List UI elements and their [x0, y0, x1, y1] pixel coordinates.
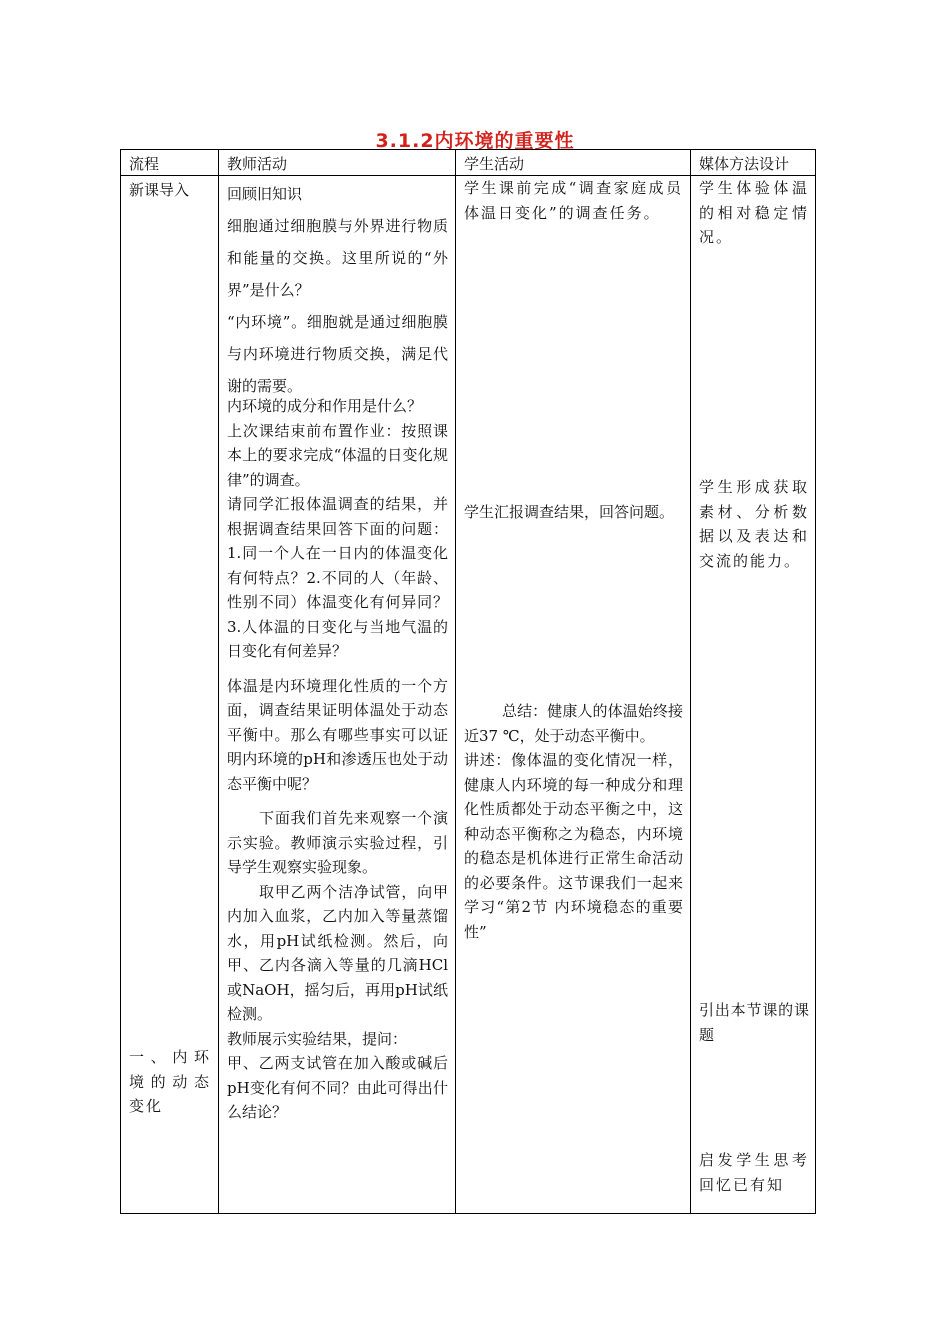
teacher-answer-internal-env: “内环境”。细胞就是通过细胞膜与内环境进行物质交换，满足代谢的需要。	[227, 313, 448, 395]
spacer	[227, 796, 448, 806]
header-flow: 流程	[129, 155, 160, 173]
student-pre-class-task: 学生课前完成“调查家庭成员体温日变化”的调查任务。	[464, 179, 683, 222]
teacher-show-results: 教师展示实验结果，提问：	[227, 1029, 408, 1048]
column-divider	[218, 150, 219, 1213]
teacher-report-questions: 请同学汇报体温调查的结果，并根据调查结果回答下面的问题：1.同一个人在一日内的体温变化有何特点？2.不同的人（年龄、性别不同）体温变化有何异同？3.人体温的日变化与当地气温的日变化有何差异？	[227, 495, 448, 660]
header-student-activity: 学生活动	[464, 155, 525, 173]
teacher-temperature-summary: 体温是内环境理化性质的一个方面，调查结果证明体温处于动态平衡中。那么有哪些事实可以证明内环境的pH和渗透压也处于动态平衡中呢？	[227, 676, 448, 793]
student-report: 学生汇报调查结果，回答问题。	[464, 503, 675, 521]
teacher-homework: 上次课结束前布置作业：按照课本上的要求完成“体温的日变化规律”的调查。	[227, 421, 448, 489]
student-explanation: 讲述：像体温的变化情况一样，健康人内环境的每一种成分和理化性质都处于动态平衡之中，这种动态平衡称之为稳态，内环境的稳态是机体进行正常生命活动的必要条件。这节课我们一起来学习“第2节 内环境稳态的重要性”	[464, 751, 683, 941]
teacher-experiment-steps: 取甲乙两个洁净试管，向甲内加入血浆，乙内加入等量蒸馏水，用pH试纸检测。然后，向甲、乙内各滴入等量的几滴HCl或NaOH，摇匀后，再用pH试纸检测。	[227, 882, 448, 1023]
teacher-question-composition: 内环境的成分和作用是什么？	[227, 397, 423, 415]
header-media-design: 媒体方法设计	[699, 155, 790, 173]
column-divider	[455, 150, 456, 1213]
header-teacher-activity: 教师活动	[227, 155, 288, 173]
teacher-demo-intro: 下面我们首先来观察一个演示实验。教师演示实验过程，引导学生观察实验现象。	[227, 809, 448, 876]
teacher-review: 回顾旧知识	[227, 185, 303, 203]
media-ability-goal: 学生形成获取素材、分析数据以及表达和交流的能力。	[699, 478, 809, 570]
media-introduce-topic: 引出本节课的课题	[699, 1001, 809, 1044]
teacher-final-question: 甲、乙两支试管在加入酸或碱后pH变化有何不同？由此可得出什么结论？	[227, 1054, 448, 1121]
column-divider	[690, 150, 691, 1213]
student-summary-block	[464, 699, 683, 944]
teacher-question-outside: 细胞通过细胞膜与外界进行物质和能量的交换。这里所说的“外界”是什么？	[227, 217, 448, 299]
spacer	[227, 664, 448, 674]
media-inspire-thinking: 启发学生思考回忆已有知	[699, 1151, 809, 1194]
student-summary: 总结：健康人的体温始终接近37 ℃，处于动态平衡中。	[464, 702, 683, 745]
flow-intro: 新课导入	[129, 181, 190, 199]
flow-section-dynamic-change: 一、内环境的动态变化	[129, 1048, 211, 1115]
document-title: 3.1.2内环境的重要性	[375, 130, 575, 152]
teacher-activity-intro	[227, 178, 448, 402]
lesson-plan-table	[120, 149, 816, 1214]
media-experience-temperature: 学生体验体温的相对稳定情况。	[699, 179, 809, 246]
teacher-activity-main	[227, 394, 448, 1125]
